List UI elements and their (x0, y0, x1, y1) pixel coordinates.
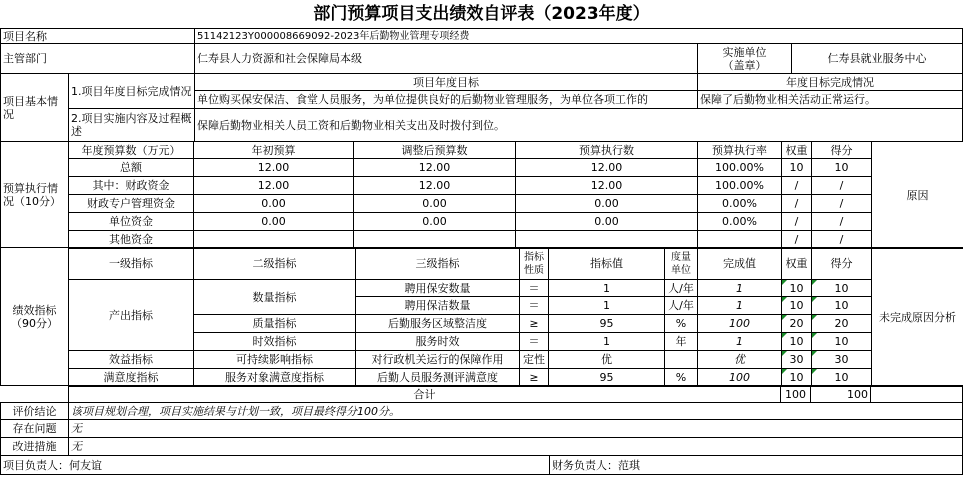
perf-nature: ≥ (519, 314, 549, 333)
perf-section-label: 绩效指标（90分） (0, 247, 69, 386)
total-score: 100 (810, 385, 871, 403)
perf-actual: 优 (697, 350, 782, 369)
measures-value: 无 (68, 437, 963, 456)
perf-unit: % (664, 368, 698, 387)
perf-header-0: 一级指标 (68, 247, 194, 280)
perf-unit: 人/年 (664, 296, 698, 315)
budget-cell-score: / (811, 176, 872, 195)
project-leader: 项目负责人：何友谊 (0, 455, 550, 475)
perf-l2: 时效指标 (193, 332, 356, 351)
budget-cell-adjusted: 12.00 (353, 176, 516, 195)
total-weight: 100 (780, 385, 811, 403)
perf-score: 10 (811, 368, 872, 387)
perf-actual: 100 (697, 368, 782, 387)
perf-unit (664, 350, 698, 369)
goal-value: 单位购买保安保洁、食堂人员服务，为单位提供良好的后勤物业管理服务，为单位各项工作的 (194, 90, 698, 109)
budget-cell-rate: 0.00% (697, 194, 782, 213)
eval-label: 评价结论 (0, 402, 69, 420)
perf-target: 1 (548, 332, 665, 351)
dept-value: 仁寿县人力资源和社会保障局本级 (194, 43, 698, 74)
perf-weight: 20 (781, 314, 812, 333)
perf-l2: 数量指标 (193, 279, 356, 315)
perf-score: 10 (811, 332, 872, 351)
perf-score: 10 (811, 279, 872, 297)
dept-label: 主管部门 (0, 43, 195, 74)
perf-target: 优 (548, 350, 665, 369)
budget-cell-rate: 100.00% (697, 158, 782, 177)
perf-l1: 效益指标 (68, 350, 194, 369)
perf-weight: 10 (781, 368, 812, 387)
budget-cell-initial: 12.00 (193, 176, 354, 195)
perf-unit: 人/年 (664, 279, 698, 297)
perf-weight: 30 (781, 350, 812, 369)
perf-unit: 年 (664, 332, 698, 351)
perf-unit: % (664, 314, 698, 333)
budget-cell-initial: 0.00 (193, 194, 354, 213)
perf-header-9: 未完成原因分析 (871, 247, 963, 387)
perf-target: 95 (548, 314, 665, 333)
budget-section-label: 预算执行情况（10分） (0, 141, 69, 248)
budget-cell-score: 10 (811, 158, 872, 177)
perf-nature: ＝ (519, 296, 549, 315)
perf-l3: 后勤服务区域整洁度 (355, 314, 520, 333)
perf-l3: 服务时效 (355, 332, 520, 351)
budget-cell-label: 其中：财政资金 (68, 176, 194, 195)
budget-cell-weight: / (781, 230, 812, 249)
budget-header-5: 权重 (781, 141, 812, 159)
budget-cell-executed: 0.00 (515, 194, 698, 213)
goal-label: 1.项目年度目标完成情况 (68, 73, 195, 109)
perf-header-1: 二级指标 (193, 247, 356, 280)
budget-header-7: 原因 (871, 141, 963, 249)
budget-cell-score: / (811, 212, 872, 231)
issues-value: 无 (68, 419, 963, 438)
perf-actual: 1 (697, 332, 782, 351)
perf-actual: 1 (697, 296, 782, 315)
budget-cell-label: 其他资金 (68, 230, 194, 249)
budget-cell-weight: 10 (781, 158, 812, 177)
perf-header-8: 得分 (811, 247, 872, 280)
perf-weight: 10 (781, 332, 812, 351)
goal-done-value: 保障了后勤物业相关活动正常运行。 (697, 90, 963, 109)
perf-nature: ≥ (519, 368, 549, 387)
budget-header-0: 年度预算数（万元） (68, 141, 194, 159)
budget-cell-label: 单位资金 (68, 212, 194, 231)
perf-weight: 10 (781, 296, 812, 315)
perf-l3: 对行政机关运行的保障作用 (355, 350, 520, 369)
impl-unit-value: 仁寿县就业服务中心 (791, 43, 963, 74)
perf-l3: 聘用保洁数量 (355, 296, 520, 315)
budget-header-3: 预算执行数 (515, 141, 698, 159)
perf-target: 95 (548, 368, 665, 387)
budget-cell-rate: 0.00% (697, 212, 782, 231)
budget-cell-adjusted: 0.00 (353, 212, 516, 231)
perf-header-4: 指标值 (548, 247, 665, 280)
eval-value: 该项目规划合理，项目实施结果与计划一致，项目最终得分100分。 (68, 402, 963, 420)
page-title: 部门预算项目支出绩效自评表（2023年度） (313, 4, 650, 24)
budget-cell-initial: 0.00 (193, 212, 354, 231)
perf-actual: 100 (697, 314, 782, 333)
goal-done-header: 年度目标完成情况 (697, 73, 963, 91)
budget-cell-rate: 100.00% (697, 176, 782, 195)
perf-header-3: 指标性质 (519, 247, 549, 280)
content-label: 2.项目实施内容及过程概述 (68, 108, 195, 142)
measures-label: 改进措施 (0, 437, 69, 456)
perf-l3: 聘用保安数量 (355, 279, 520, 297)
project-name-label: 项目名称 (0, 28, 195, 44)
budget-cell-weight: / (781, 194, 812, 213)
budget-header-4: 预算执行率 (697, 141, 782, 159)
perf-score: 30 (811, 350, 872, 369)
budget-cell-score: / (811, 194, 872, 213)
budget-header-2: 调整后预算数 (353, 141, 516, 159)
perf-nature: ＝ (519, 279, 549, 297)
total-blank (870, 385, 963, 403)
budget-cell-executed: 12.00 (515, 158, 698, 177)
perf-l2: 服务对象满意度指标 (193, 368, 356, 387)
perf-nature: 定性 (519, 350, 549, 369)
perf-header-5: 度量单位 (664, 247, 698, 280)
perf-header-2: 三级指标 (355, 247, 520, 280)
perf-target: 1 (548, 279, 665, 297)
perf-l2: 可持续影响指标 (193, 350, 356, 369)
budget-cell-initial: 12.00 (193, 158, 354, 177)
budget-cell-weight: / (781, 176, 812, 195)
budget-cell-executed: 0.00 (515, 212, 698, 231)
budget-cell-score: / (811, 230, 872, 249)
goal-header: 项目年度目标 (194, 73, 698, 91)
perf-nature: ＝ (519, 332, 549, 351)
perf-header-7: 权重 (781, 247, 812, 280)
budget-cell-adjusted: 0.00 (353, 194, 516, 213)
perf-score: 20 (811, 314, 872, 333)
perf-target: 1 (548, 296, 665, 315)
finance-leader: 财务负责人：范琪 (549, 455, 963, 475)
budget-cell-label: 总额 (68, 158, 194, 177)
perf-actual: 1 (697, 279, 782, 297)
impl-unit-label: 实施单位 （盖章） (697, 43, 792, 74)
budget-header-6: 得分 (811, 141, 872, 159)
total-label: 合计 (68, 385, 781, 403)
perf-l1: 产出指标 (68, 279, 194, 351)
basic-label: 项目基本情况 (0, 73, 69, 142)
budget-cell-executed: 12.00 (515, 176, 698, 195)
perf-weight: 10 (781, 279, 812, 297)
perf-l2: 质量指标 (193, 314, 356, 333)
perf-l1: 满意度指标 (68, 368, 194, 387)
budget-cell-weight: / (781, 212, 812, 231)
perf-l3: 后勤人员服务测评满意度 (355, 368, 520, 387)
budget-cell-label: 财政专户管理资金 (68, 194, 194, 213)
issues-label: 存在问题 (0, 419, 69, 438)
budget-cell-adjusted: 12.00 (353, 158, 516, 177)
content-value: 保障后勤物业相关人员工资和后勤物业相关支出及时拨付到位。 (194, 108, 963, 142)
perf-score: 10 (811, 296, 872, 315)
budget-header-1: 年初预算 (193, 141, 354, 159)
perf-header-6: 完成值 (697, 247, 782, 280)
project-name-value: 51142123Y000008669092-2023年后勤物业管理专项经费 (194, 28, 963, 44)
